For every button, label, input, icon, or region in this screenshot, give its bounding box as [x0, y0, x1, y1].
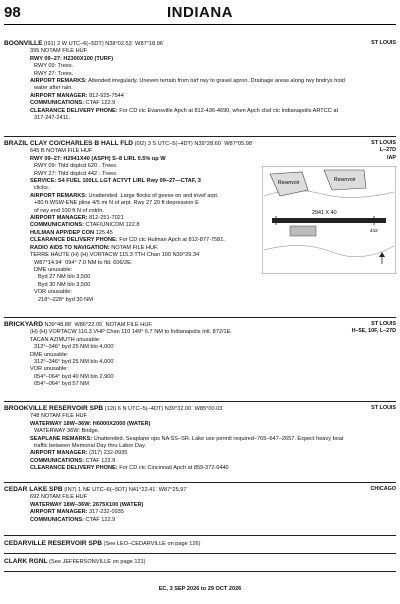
- comms-value: CTAF 122.9: [85, 100, 116, 107]
- runway-09-line: RWY 09: Thld dsplcd 620´. Trees.: [34, 163, 118, 170]
- airport-info: 3 S UTC–5(–4DT) N39°28.60´ W87°05.98´: [147, 141, 254, 147]
- runway-line: RWY 09–27: H2300X100 (TURF): [30, 55, 114, 62]
- apron-shape: [290, 226, 316, 236]
- runway-09-line: RWY 09: Trees.: [34, 63, 74, 70]
- dme-item: Byd 27 NM blo 3,500´: [38, 274, 93, 281]
- waterway-line: WATERWAY 18W–36W: 2675X100 (WATER): [30, 501, 144, 508]
- airport-name: BROOKVILLE RESERVOIR SPB: [4, 405, 104, 412]
- waterway-36-line: WATERWAY 36W: Bridge.: [34, 428, 100, 435]
- hulman-freq: 125.45: [95, 229, 113, 236]
- reservoir-label-2: Reservoir: [334, 177, 356, 183]
- region-label: ST LOUIS: [371, 40, 396, 46]
- divider: [4, 482, 396, 483]
- elevation-line: 395 NOTAM FILE HUF: [30, 48, 88, 55]
- vortac-line: (H) (H) VORTACW 116.3 VHP Chan 110 149° 6.7 NM to Indianapolis Intl. 872/1E.: [30, 329, 232, 336]
- seaplane-text-2: traffic between Memorial Day thru Labor Day.: [34, 443, 147, 450]
- divider: [4, 535, 396, 536]
- region-label: ST LOUIS: [371, 321, 396, 327]
- comms-value: CTAF/UNICOM 122.8: [85, 222, 140, 229]
- entry-clark: [4, 558, 396, 566]
- airport-name: CEDARVILLE RESERVOIR SPB: [4, 540, 102, 547]
- airport-info: (12I) 6 N UTC–5(–4DT) N39°32.00´ W85°00.03´: [104, 406, 225, 412]
- elevation-line: 748 NOTAM FILE HUF: [30, 413, 88, 420]
- comms-label: COMMUNICATIONS:: [30, 100, 84, 107]
- hulman-label: HULMAN APP/DEP CON: [30, 229, 95, 236]
- dme-item: 312°–346° byd 25 NM blo 4,000´: [34, 359, 116, 366]
- divider: [4, 136, 396, 137]
- manager-label: AIRPORT MANAGER:: [30, 215, 88, 222]
- divider: [4, 571, 396, 572]
- manager-phone: (317) 232-0935: [89, 450, 128, 457]
- entry-cedar-lake: [4, 486, 396, 524]
- page-header: [0, 0, 400, 30]
- page-number: 98: [4, 4, 21, 21]
- manager-phone: 812-251-7021: [89, 215, 124, 222]
- clearance-text: For CD ctc Cincinnati Apch at 859-372-6440: [119, 465, 229, 472]
- region-label: ST LOUIS: [371, 140, 396, 146]
- entry-brickyard: [4, 321, 396, 389]
- dme-label: DME unusable:: [34, 266, 73, 273]
- clearance-text: For CD ctc Hulman Apch at 812-877-7581.: [119, 237, 225, 244]
- comms-label: COMMUNICATIONS:: [30, 222, 84, 229]
- clearance-label: CLEARANCE DELIVERY PHONE:: [30, 465, 118, 472]
- seaplane-text: Unattended. Seaplane ops NA SS–SR. Lake use permit required–765–647–2657. Expect heavy boat: [93, 435, 344, 442]
- remarks-text: Attended irregularly. Uneven terrain from turf rwy to gravel apron. Drainage areas along rwy bndrys hold: [88, 78, 345, 85]
- region-label: ST LOUIS: [371, 405, 396, 411]
- clearance-label: CLEARANCE DELIVERY PHONE:: [30, 237, 118, 244]
- navaid-name: BRICKYARD: [4, 321, 43, 328]
- vor-item: 218°–228° byd 30 NM: [38, 296, 93, 303]
- divider: [4, 553, 396, 554]
- remarks-text-2: +80 ft WSW-ENE pline 4/5 mi N of arpt. Rwy 27 20 ft depression E: [34, 200, 199, 207]
- service-line: SERVICE: S4 FUEL 100LL LGT ACTVT LIRL Rwy 09–27—CTAF, 3: [30, 178, 201, 185]
- remarks-text-2: water after rain.: [34, 85, 73, 92]
- service-line-2: clicks.: [34, 185, 50, 192]
- remarks-label: AIRPORT REMARKS:: [30, 192, 87, 199]
- airport-info: (IN7) 1 NE UTC–6(–5DT) N41°22.41´ W87°25.97´: [64, 487, 189, 493]
- divider: [4, 401, 396, 402]
- airport-diagram: [262, 166, 396, 274]
- airport-name: BOONVILLE: [4, 40, 43, 47]
- elevation-line: 692 NOTAM FILE HUF: [30, 494, 88, 501]
- manager-label: AIRPORT MANAGER:: [30, 92, 88, 99]
- manager-phone: 317-232-0935: [89, 509, 124, 516]
- chart-label: L–27D: [379, 147, 396, 154]
- vor-item: 054°–064° byd 40 NM blo 2,900´: [34, 373, 116, 380]
- header-rule: [4, 24, 396, 25]
- runway-27-line: RWY 27: Trees.: [34, 70, 74, 77]
- airport-name: CEDAR LAKE SPB: [4, 486, 63, 493]
- clearance-text: For CD ctc Evansville Apch at 812-436-4690, when Apch clsd ctc Indianapolis ARTCC at: [119, 107, 339, 114]
- manager-phone: 812-925-7544: [89, 92, 124, 99]
- radio-aids-text: NOTAM FILE HUF.: [111, 244, 159, 251]
- remarks-text: Unattended. Large flocks of geese on and invof arpt.: [88, 192, 219, 199]
- vor-label: VOR unusable:: [30, 366, 68, 373]
- tacan-item: 312°–346° byd 25 NM blo 4,000´: [34, 344, 116, 351]
- dme-label: DME unusable:: [30, 351, 69, 358]
- runway-27-line: RWY 27: Thld dsplcd 442´. Trees.: [34, 170, 118, 177]
- tacan-label: TACAN AZIMUTH unusable:: [30, 336, 101, 343]
- seaplane-label: SEAPLANE REMARKS:: [30, 435, 93, 442]
- elevation-line: 645 B NOTAM FILE HUF: [30, 148, 93, 155]
- navaid-info: N39°48.88´ W86°22.05´ NOTAM FILE HUF.: [44, 322, 153, 328]
- entry-brookville: [4, 405, 396, 473]
- chart-label: H–5E, 10F, L–27D: [351, 328, 396, 335]
- manager-label: AIRPORT MANAGER:: [30, 450, 88, 457]
- cross-reference[interactable]: (See LEO–CEDARVILLE on page 126): [103, 541, 201, 547]
- threshold-distance: 442: [370, 228, 378, 233]
- cross-reference[interactable]: (See JEFFERSONVILLE on page 121): [49, 559, 146, 565]
- remarks-text-3: of rwy end 100 ft N of cntrln.: [34, 207, 104, 214]
- region-label: CHICAGO: [370, 486, 396, 492]
- entry-boonville: [4, 40, 396, 122]
- airport-diagram-svg: [262, 166, 396, 274]
- runway-shape: [272, 218, 386, 223]
- radio-aids-label: RADIO AIDS TO NAVIGATION:: [30, 244, 110, 251]
- comms-label: COMMUNICATIONS:: [30, 457, 84, 464]
- comms-value: CTAF 122.9: [85, 516, 116, 523]
- dme-item: Byd 30 NM blo 3,500´: [38, 281, 93, 288]
- comms-value: CTAF 122.9: [85, 457, 116, 464]
- vortac-line: TERRE HAUTE (H) (H) VORTACW 115.3 TTH Chan 100 N39°29.34´: [30, 252, 201, 259]
- clearance-text-2: 317-247-2411.: [34, 115, 70, 122]
- clearance-label: CLEARANCE DELIVERY PHONE:: [30, 107, 118, 114]
- runway-dimension: 2941 X 40: [312, 210, 337, 216]
- airport-name: BRAZIL CLAY CO/CHARLES B HALL FLD: [4, 140, 134, 147]
- divider: [4, 317, 396, 318]
- iap-label: IAP: [387, 154, 396, 161]
- vortac-line-2: W87°14.94´ 094° 7.0 NM to fld. 606/2E.: [34, 259, 133, 266]
- runway-line: RWY 09–27: H2941X40 (ASPH) S–8 LIRL 0.5% up W: [30, 155, 166, 162]
- manager-label: AIRPORT MANAGER:: [30, 509, 88, 516]
- airport-ident: (0I2): [134, 141, 147, 147]
- remarks-label: AIRPORT REMARKS:: [30, 78, 87, 85]
- entry-cedarville: [4, 540, 396, 548]
- waterway-line: WATERWAY 18W–36W: H6000X2000 (WATER): [30, 420, 151, 427]
- vor-item: 054°–064° byd 57 NM: [34, 381, 89, 388]
- vor-label: VOR unusable:: [34, 289, 72, 296]
- reservoir-label-1: Reservoir: [278, 180, 300, 186]
- airport-info: (I91) 2 W UTC–6(–5DT) N38°02.53´ W87°18.96´: [44, 41, 165, 47]
- state-title: INDIANA: [167, 4, 233, 21]
- comms-label: COMMUNICATIONS:: [30, 516, 84, 523]
- airport-name: CLARK RGNL: [4, 558, 48, 565]
- effective-dates: EC, 3 SEP 2026 to 29 OCT 2026: [158, 586, 242, 592]
